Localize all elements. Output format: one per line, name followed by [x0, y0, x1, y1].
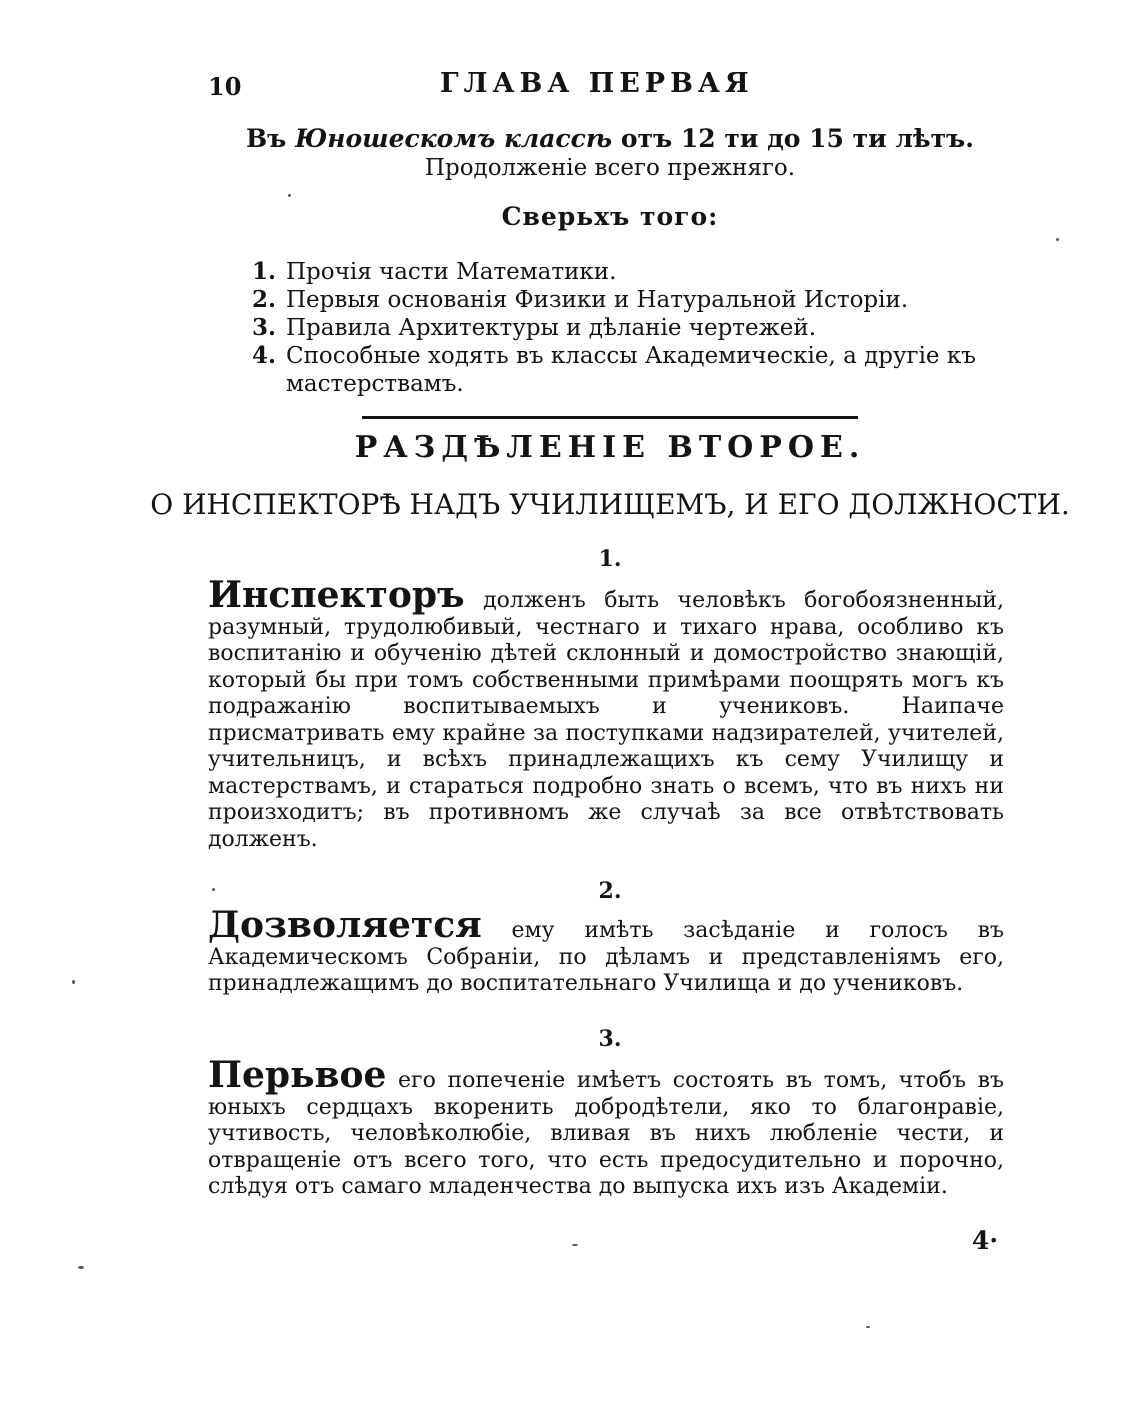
paper-speck [572, 1244, 578, 1246]
class-heading [180, 124, 1040, 154]
list-item-number: 4. [252, 342, 277, 369]
paragraph-lead-word: Дозволяется [208, 904, 482, 946]
list-item-number: 1. [252, 258, 277, 285]
running-head: ГЛАВА ПЕРВАЯ [440, 68, 754, 99]
list-item-number: 3. [252, 314, 277, 341]
paper-speck [212, 888, 215, 891]
list-item-text: Прочія части Математики. [286, 259, 617, 285]
paragraph-text: ему имѣть засѣданіе и голосъ въ Академическомъ Собраніи, по дѣламъ и представленіямъ его, принадлежащимъ до воспитательнаго Училища и до учениковъ. [208, 918, 1004, 996]
paper-speck [72, 980, 75, 984]
page-number: 10 [208, 72, 242, 101]
list-item-text: Способные ходять въ классы Академическіе, а другіе къ мастерствамъ. [286, 343, 976, 397]
list-item [252, 286, 1012, 314]
list-item [252, 314, 1012, 342]
class-heading-suffix: отъ 12 ти до 15 ти лѣтъ. [620, 124, 974, 153]
list-item [252, 342, 1012, 398]
paragraph-text: долженъ быть человѣкъ богобоязненный, разумный, трудолюбивый, честнаго и тихаго нрава, особливо къ воспитанію и обученію дѣтей склонный и домостройство знающій, который бы при томъ собственными примѣрами поощрять могъ къ подражанію воспитываемыхъ и учениковъ. Наипаче присматривать ему крайне за поступками надзирателей, учителей, учительницъ, и всѣхъ принадлежащихъ къ сему Училищу и мастерствамъ, и стараться подробно знать о всемъ, что въ нихъ ни произходитъ; въ противномъ же случаѣ за все отвѣтствовать долженъ. [208, 588, 1004, 852]
paragraph-number: 1. [598, 546, 622, 572]
paragraph [208, 1054, 1004, 1201]
paper-speck [1056, 238, 1059, 241]
class-subheading: Продолженіе всего прежняго. [424, 155, 796, 181]
section-divider [362, 416, 858, 419]
paragraph-number: 3. [598, 1026, 622, 1052]
paragraph-lead-word: Инспекторъ [208, 574, 465, 616]
subject-list [252, 258, 1012, 398]
paragraph [208, 574, 1004, 853]
class-heading-prefix: Въ [246, 124, 287, 153]
catchword: 4· [972, 1226, 999, 1255]
paragraph-text: его попеченіе имѣетъ состоять въ томъ, чтобъ въ юныхъ сердцахъ вкоренить добродѣтели, яко то благонравіе, учтивость, человѣколюбіе, вливая въ нихъ любленіе чести, и отвращеніе отъ всего того, что есть предосудительно и порочно, слѣдуя отъ самаго младенчества до выпуска ихъ изъ Академіи. [208, 1068, 1004, 1199]
paragraph-number: 2. [598, 878, 622, 904]
paper-speck [288, 194, 291, 197]
class-heading-italic: Юношескомъ классѣ [295, 124, 613, 153]
list-item-text: Первыя основанія Физики и Натуральной Исторіи. [286, 287, 909, 313]
list-item [252, 258, 1012, 286]
section-subtitle: О ИНСПЕКТОРѢ НАДЪ УЧИЛИЩЕМЪ, И ЕГО ДОЛЖНОСТИ. [150, 488, 1070, 521]
list-item-number: 2. [252, 286, 277, 313]
besides-heading: Сверьхъ того: [501, 202, 719, 231]
paper-speck [78, 1266, 84, 1269]
paper-speck [866, 1326, 870, 1328]
paragraph-lead-word: Перьвое [208, 1054, 387, 1096]
section-title: РАЗДѢЛЕНІЕ ВТОРОЕ. [354, 430, 866, 465]
paragraph [208, 904, 1004, 998]
list-item-text: Правила Архитектуры и дѣланіе чертежей. [286, 315, 817, 341]
